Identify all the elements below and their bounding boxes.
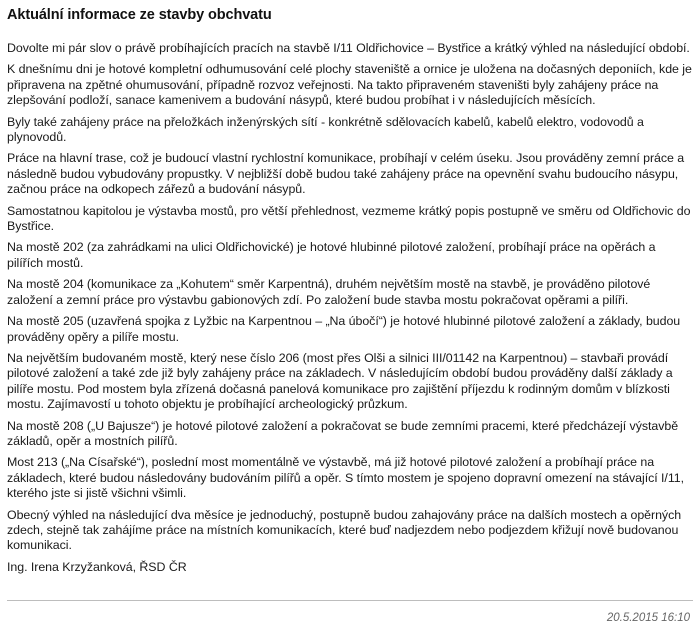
article-title: Aktuální informace ze stavby obchvatu — [7, 7, 272, 23]
footer-divider — [7, 600, 693, 601]
paragraph-bridge-204: Na mostě 204 (komunikace za „Kohutem“ směr Karpentná), druhém největším mostě na stavbě, je prováděno pilotové založení a zemní práce pro výstavbu gabionových zdí. Po založení bude stavba mostu pokračovat opěrami a pilíři. — [7, 277, 651, 307]
paragraph-bridge-213: Most 213 („Na Císařské“), poslední most momentálně ve výstavbě, má již hotové pilotové založení a probíhají práce na základech, které budou následovány budováním pilířů a opěr. S tímto mostem je spojeno dopravní omezení na stávající I/11, kterého jste si jistě všichni všimli. — [7, 455, 684, 501]
paragraph-bridge-206: Na největším budovaném mostě, který nese číslo 206 (most přes Olši a silnici III/01142 na Karpentnou) – stavbaři provádí pilotové založení a také zde již byly zahájeny práce na základech. V následujícím období budou prováděny další základy a pilíře mostu. Pod mostem byla zřízená dočasná panelová komunikace pro zajištění příjezdu k rodinným domům v blízkosti mostu. Zajímavostí u tohoto objektu je probíhající archeologický průzkum. — [7, 350, 673, 412]
publish-date: 20.5.2015 16:10 — [606, 612, 690, 624]
paragraph-topsoil: K dnešnímu dni je hotové kompletní odhumusování celé plochy staveniště a ornice je uložena na dočasných deponiích, kde je připravena na zpětné ohumusování, případně rozvoz veřejnosti. Na takto připraveném staveništi byly zahájeny práce na zlepšování podloží, sanace kamenivem a budování násypů, které budou probíhat i v následujících měsících. — [7, 62, 692, 108]
paragraph-intro: Dovolte mi pár slov o právě probíhajících pracích na stavbě I/11 Oldřichovice – Bystřice a krátký výhled na následující období. — [7, 41, 690, 55]
paragraph-bridges-intro: Samostatnou kapitolou je výstavba mostů, pro větší přehlednost, vezmeme krátký popis postupně ve směru od Oldřichovic do Bystřice. — [7, 203, 691, 234]
paragraph-bridge-202: Na mostě 202 (za zahrádkami na ulici Oldřichovické) je hotové hlubinné pilotové založení, probíhají práce na opěrách a pilířích mostů. — [7, 240, 656, 270]
paragraph-bridge-205: Na mostě 205 (uzavřená spojka z Lyžbic na Karpentnou – „Na úbočí“) je hotové hlubinné pilotové založení a základy, budou prováděny opěry a pilíře mostu. — [7, 314, 681, 344]
article-signature: Ing. Irena Krzyžanková, ŘSD ČR — [7, 559, 187, 574]
article — [7, 6, 693, 581]
paragraph-utilities: Byly také zahájeny práce na přeložkách inženýrských sítí - konkrétně sdělovacích kabelů, kabelů elektro, vodovodů a plynovodů. — [7, 114, 644, 145]
paragraph-main-route: Práce na hlavní trase, což je budoucí vlastní rychlostní komunikace, probíhají v celém úseku. Jsou prováděny zemní práce a následně budou vybudovány propustky. V nejbližší době budou také zahájeny práce na opevnění svahu budoucího násypu, začnou práce na odkopech zářezů a budování násypů. — [7, 151, 685, 197]
article-body — [7, 41, 693, 575]
paragraph-bridge-208: Na mostě 208 („U Bajusze“) je hotové pilotové založení a pokračovat se bude zemními pracemi, které předcházejí výstavbě základů, opěr a mostních pilířů. — [7, 418, 679, 448]
paragraph-outlook: Obecný výhled na následující dva měsíce je jednoduchý, postupně budou zahajovány práce na dalších mostech a opěrných zdech, stejně tak zahájíme práce na místních komunikacích, které buď nadjezdem nebo podjezdem křižují nově budovanou komunikaci. — [7, 507, 682, 553]
